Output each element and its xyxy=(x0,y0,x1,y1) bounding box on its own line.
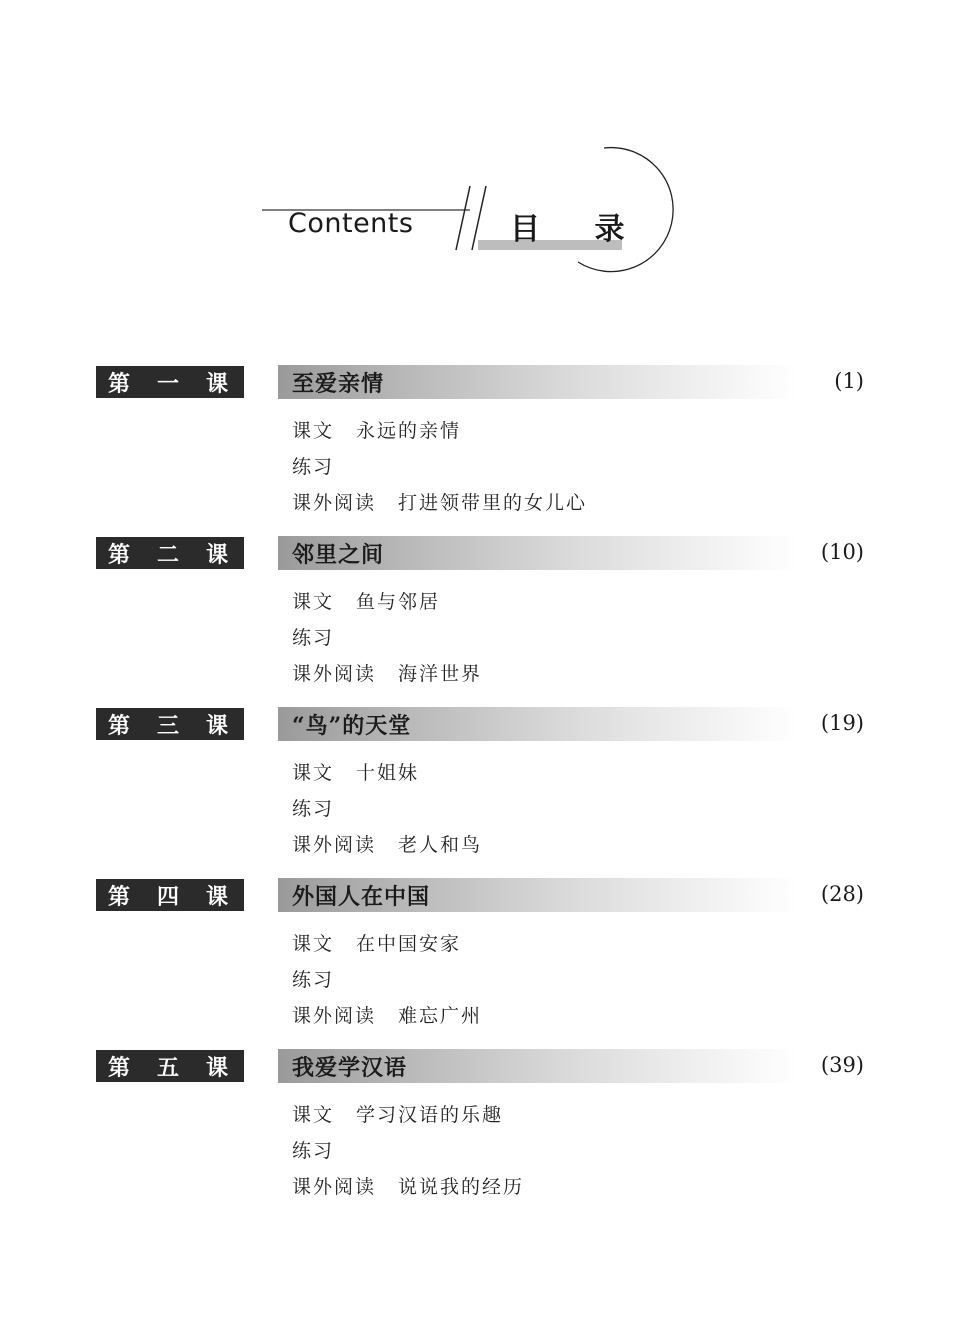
lesson-number-label: 第 一 课 xyxy=(96,366,244,398)
lesson-entry xyxy=(0,1050,960,1215)
contents-header xyxy=(0,0,960,300)
lesson-entry xyxy=(0,879,960,1044)
lesson-title[interactable]: 邻里之间 xyxy=(292,542,385,568)
text-entry[interactable]: 课文 鱼与邻居 xyxy=(292,591,441,613)
exercise-entry[interactable]: 练习 xyxy=(292,798,335,820)
reading-entry[interactable]: 课外阅读 说说我的经历 xyxy=(292,1176,525,1198)
lesson-title[interactable]: 外国人在中国 xyxy=(292,884,431,910)
contents-title-zh: 目 录 xyxy=(510,212,647,247)
text-entry[interactable]: 课文 学习汉语的乐趣 xyxy=(292,1104,504,1126)
exercise-entry[interactable]: 练习 xyxy=(292,1140,335,1162)
lesson-entry xyxy=(0,537,960,702)
lesson-number-label: 第 二 课 xyxy=(96,537,244,569)
header-decoration xyxy=(0,0,960,300)
reading-entry[interactable]: 课外阅读 打进领带里的女儿心 xyxy=(292,492,588,514)
page-number: (39) xyxy=(820,1053,864,1077)
page-number: (1) xyxy=(834,369,864,393)
page-number: (28) xyxy=(820,882,864,906)
contents-title-en: Contents xyxy=(288,208,414,239)
reading-entry[interactable]: 课外阅读 老人和鸟 xyxy=(292,834,483,856)
exercise-entry[interactable]: 练习 xyxy=(292,969,335,991)
page-number: (19) xyxy=(820,711,864,735)
reading-entry[interactable]: 课外阅读 海洋世界 xyxy=(292,663,483,685)
lesson-entry xyxy=(0,708,960,873)
reading-entry[interactable]: 课外阅读 难忘广州 xyxy=(292,1005,483,1027)
text-entry[interactable]: 课文 在中国安家 xyxy=(292,933,462,955)
lesson-title[interactable]: 我爱学汉语 xyxy=(292,1055,408,1081)
lesson-number-label: 第 五 课 xyxy=(96,1050,244,1082)
lesson-number-label: 第 三 课 xyxy=(96,708,244,740)
lesson-title[interactable]: 至爱亲情 xyxy=(292,371,385,397)
exercise-entry[interactable]: 练习 xyxy=(292,456,335,478)
lesson-title[interactable]: “鸟”的天堂 xyxy=(292,713,412,739)
page-number: (10) xyxy=(820,540,864,564)
text-entry[interactable]: 课文 十姐妹 xyxy=(292,762,420,784)
lesson-entry xyxy=(0,366,960,531)
text-entry[interactable]: 课文 永远的亲情 xyxy=(292,420,462,442)
exercise-entry[interactable]: 练习 xyxy=(292,627,335,649)
lesson-number-label: 第 四 课 xyxy=(96,879,244,911)
